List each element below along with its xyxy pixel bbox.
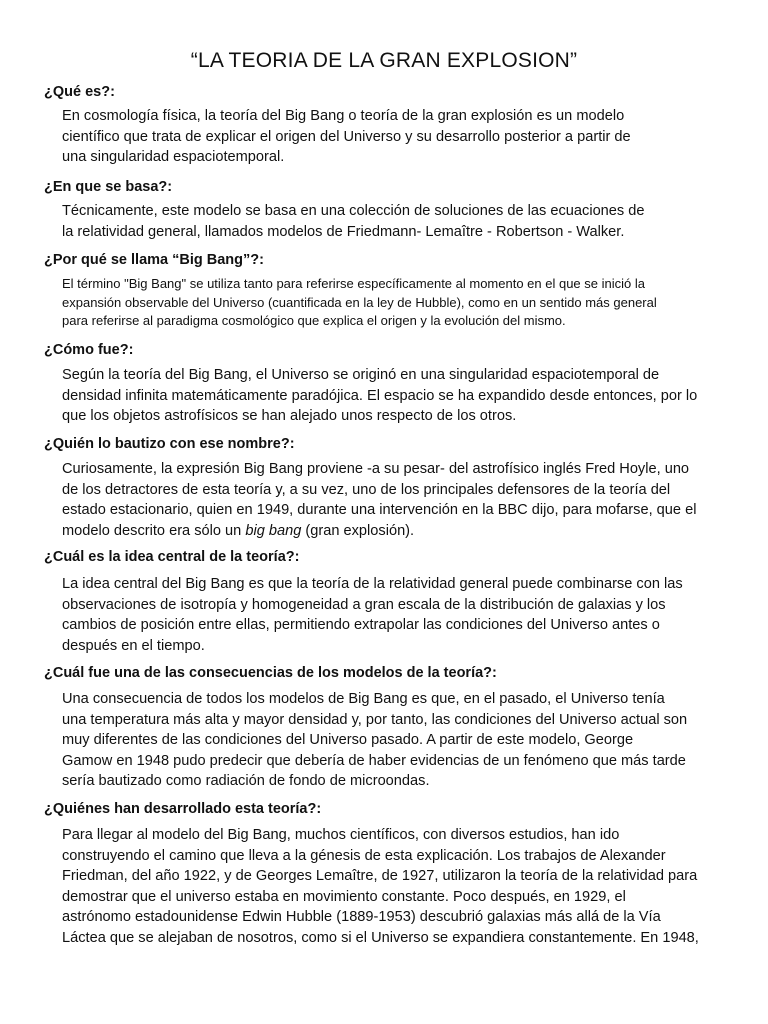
- section-question: ¿Qué es?:: [44, 84, 115, 100]
- paragraph-line: cambios de posición entre ellas, permitiendo extrapolar las condiciones del Universo antes o: [62, 617, 660, 634]
- document-title: “LA TEORIA DE LA GRAN EXPLOSION”: [190, 49, 578, 72]
- paragraph-line: después en el tiempo.: [62, 637, 205, 654]
- paragraph-line: El término "Big Bang" se utiliza tanto para referirse específicamente al momento en el que se inició la: [62, 276, 645, 291]
- paragraph-line: sería bautizado como radiación de fondo de microondas.: [62, 773, 430, 790]
- section-paragraph: [62, 275, 752, 331]
- paragraph-line: Láctea que se alejaban de nosotros, como si el Universo se expandiera constantemente. En 1948,: [62, 929, 699, 946]
- section-paragraph: [62, 365, 732, 427]
- section-question: ¿Cuál es la idea central de la teoría?:: [44, 549, 300, 565]
- paragraph-line: una singularidad espaciotemporal.: [62, 149, 285, 166]
- emphasized-text: big bang: [245, 522, 302, 539]
- section-question: ¿Quiénes han desarrollado esta teoría?:: [44, 801, 322, 817]
- paragraph-line: la relatividad general, llamados modelos de Friedmann- Lemaître - Robertson - Walker.: [62, 223, 625, 240]
- paragraph-line: En cosmología física, la teoría del Big Bang o teoría de la gran explosión es un modelo: [62, 108, 625, 124]
- paragraph-line: construyendo el camino que lleva a la génesis de esta explicación. Los trabajos de Alexander: [62, 847, 666, 864]
- paragraph-line: Gamow en 1948 pudo predecir que debería de haber evidencias de un fenómeno que más tarde: [62, 752, 686, 769]
- section-question: ¿Cuál fue una de las consecuencias de los modelos de la teoría?:: [44, 665, 497, 681]
- section-question: ¿Quién lo bautizo con ese nombre?:: [44, 436, 295, 452]
- paragraph-line: La idea central del Big Bang es que la teoría de la relatividad general puede combinarse con las: [62, 576, 683, 592]
- paragraph-line: observaciones de isotropía y homogeneidad a gran escala de la distribución de galaxias y los: [62, 596, 666, 613]
- paragraph-line: Una consecuencia de todos los modelos de Big Bang es que, en el pasado, el Universo tenía: [62, 691, 665, 707]
- paragraph-line: [62, 521, 732, 542]
- paragraph-line: Técnicamente, este modelo se basa en una colección de soluciones de las ecuaciones de: [62, 203, 645, 219]
- section-paragraph: [62, 574, 732, 656]
- section-paragraph: [62, 459, 732, 541]
- line-text: (gran explosión).: [301, 522, 415, 539]
- paragraph-line: que los objetos astrofísicos se han alejado unos respecto de los otros.: [62, 408, 517, 425]
- paragraph-line: Friedman, del año 1922, y de Georges Lemaître, de 1927, utilizaron la teoría de la relatividad para: [62, 868, 698, 885]
- paragraph-line: Curiosamente, la expresión Big Bang proviene -a su pesar- del astrofísico inglés Fred Hoyle, uno: [62, 461, 690, 477]
- paragraph-line: muy diferentes de las condiciones del Universo pasado. A partir de este modelo, George: [62, 732, 634, 749]
- section-paragraph: [62, 201, 732, 242]
- section-question: ¿En que se basa?:: [44, 179, 173, 195]
- section-paragraph: [62, 689, 732, 792]
- paragraph-line: Para llegar al modelo del Big Bang, muchos científicos, con diversos estudios, han ido: [62, 827, 620, 843]
- section-paragraph: [62, 825, 732, 949]
- paragraph-line: estado estacionario, quien en 1949, durante una intervención en la BBC dijo, para mofarse, que el: [62, 502, 697, 519]
- line-text: modelo descrito era sólo un: [62, 522, 246, 539]
- paragraph-line: astrónomo estadounidense Edwin Hubble (1889-1953) descubrió galaxias más allá de la Vía: [62, 909, 661, 926]
- paragraph-line: demostrar que el universo estaba en movimiento constante. Poco después, en 1929, el: [62, 888, 626, 905]
- section-question: ¿Cómo fue?:: [44, 342, 134, 358]
- paragraph-line: expansión observable del Universo (cuantificada en la ley de Hubble), como en un sentido más general: [62, 294, 657, 310]
- paragraph-line: de los detractores de esta teoría y, a su vez, uno de los principales defensores de la teoría del: [62, 481, 671, 498]
- paragraph-line: Según la teoría del Big Bang, el Universo se originó en una singularidad espaciotemporal de: [62, 367, 660, 383]
- paragraph-line: científico que trata de explicar el origen del Universo y su desarrollo posterior a partir de: [62, 128, 631, 145]
- section-paragraph: [62, 106, 732, 168]
- paragraph-line: una temperatura más alta y mayor densidad y, por tanto, las condiciones del Universo actual son: [62, 711, 688, 728]
- section-question: ¿Por qué se llama “Big Bang”?:: [44, 252, 264, 268]
- paragraph-line: para referirse al paradigma cosmológico que explica el origen y la evolución del mismo.: [62, 313, 566, 329]
- paragraph-line: densidad infinita matemáticamente paradójica. El espacio se ha expandido desde entonces, por lo: [62, 387, 698, 404]
